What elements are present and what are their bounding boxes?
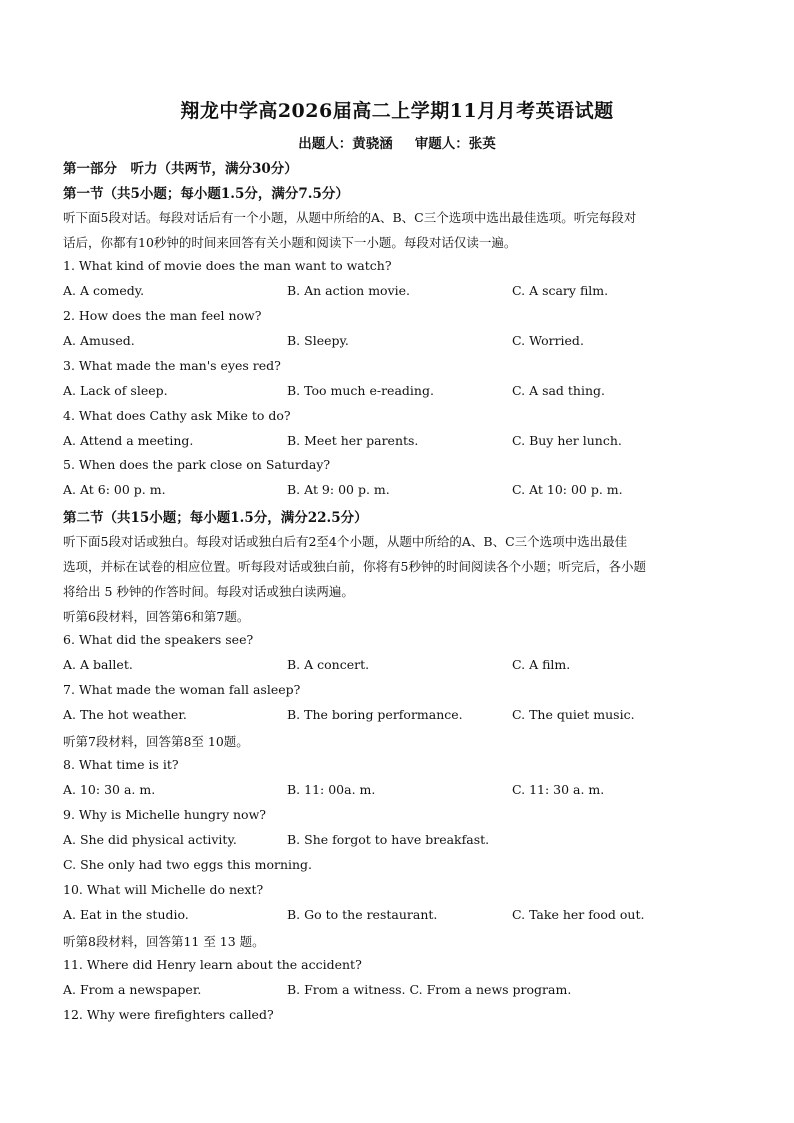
material-label: 听第7段材料，回答第8至 10题。 <box>63 734 249 749</box>
option-a: A. Amused. <box>63 333 135 348</box>
exam-title: 翔龙中学高2026届高二上学期11月月考英语试题 <box>180 100 614 122</box>
option-c: C. 11: 30 a. m. <box>512 782 605 797</box>
option-b: B. 11: 00a. m. <box>287 782 376 797</box>
question-text: 4. What does Cathy ask Mike to do? <box>63 408 291 423</box>
section2-heading: 第二节（共15小题；每小题1.5分，满分22.5分） <box>63 510 368 526</box>
option-a: A. Lack of sleep. <box>63 383 168 398</box>
option-b: B. Too much e-reading. <box>287 383 434 398</box>
question-text: 11. Where did Henry learn about the accident? <box>63 957 362 972</box>
option-c: C. At 10: 00 p. m. <box>512 482 623 497</box>
option-c: C. A sad thing. <box>512 383 606 398</box>
setter-name: 出题人：黄骁涵 <box>298 136 393 152</box>
material-label: 听第8段材料，回答第11 至 13 题。 <box>63 934 265 949</box>
question-text: 10. What will Michelle do next? <box>63 882 264 897</box>
question-text: 5. When does the park close on Saturday? <box>63 457 331 472</box>
question-text: 3. What made the man's eyes red? <box>63 358 281 373</box>
option-a: A. A comedy. <box>63 283 145 298</box>
section2-instruction-line: 将给出 5 秒钟的作答时间。每段对话或独白读两遍。 <box>63 584 354 599</box>
option-c: C. Take her food out. <box>512 907 645 922</box>
author-line <box>0 132 794 152</box>
option-c: C. A film. <box>512 657 571 672</box>
option-c: C. The quiet music. <box>512 707 635 722</box>
option-a: A. The hot weather. <box>63 707 187 722</box>
option-a: A. A ballet. <box>63 657 133 672</box>
question-text: 6. What did the speakers see? <box>63 632 254 647</box>
section1-instruction-line: 话后，你都有10秒钟的时间来回答有关小题和阅读下一小题。每段对话仅读一遍。 <box>63 235 517 250</box>
section2-instruction-line: 选项，并标在试卷的相应位置。听每段对话或独白前，你将有5秒钟的时间阅读各个小题；听完后，各小题 <box>63 559 646 574</box>
option-b: B. An action movie. <box>287 283 411 298</box>
option-b: B. Meet her parents. <box>287 433 419 448</box>
section1-heading: 第一节（共5小题；每小题1.5分，满分7.5分） <box>63 186 349 202</box>
reviewer-name: 审题人：张英 <box>414 136 496 152</box>
option-a: A. Attend a meeting. <box>63 433 194 448</box>
option-a: A. Eat in the studio. <box>63 907 189 922</box>
question-text: 9. Why is Michelle hungry now? <box>63 807 266 822</box>
question-text: 1. What kind of movie does the man want to watch? <box>63 258 392 273</box>
option-b: B. She forgot to have breakfast. <box>287 832 490 847</box>
option-a: A. At 6: 00 p. m. <box>63 482 166 497</box>
option-b: B. A concert. <box>287 657 370 672</box>
question-text: 2. How does the man feel now? <box>63 308 262 323</box>
option-c: C. She only had two eggs this morning. <box>63 857 313 872</box>
question-text: 8. What time is it? <box>63 757 179 772</box>
question-text: 7. What made the woman fall asleep? <box>63 682 301 697</box>
option-c: C. Buy her lunch. <box>512 433 622 448</box>
option-a: A. She did physical activity. <box>63 832 237 847</box>
section2-instruction-line: 听下面5段对话或独白。每段对话或独白后有2至4个小题，从题中所给的A、B、C三个选项中选出最佳 <box>63 534 628 549</box>
option-b: B. At 9: 00 p. m. <box>287 482 390 497</box>
option-b-and-c: B. From a witness. C. From a news program. <box>287 982 572 997</box>
option-b: B. The boring performance. <box>287 707 463 722</box>
option-b: B. Sleepy. <box>287 333 349 348</box>
part1-heading: 第一部分 听力（共两节，满分30分） <box>63 161 298 177</box>
material-label: 听第6段材料，回答第6和第7题。 <box>63 609 250 624</box>
question-text: 12. Why were firefighters called? <box>63 1007 274 1022</box>
option-c: C. A scary film. <box>512 283 609 298</box>
section1-instruction-line: 听下面5段对话。每段对话后有一个小题，从题中所给的A、B、C三个选项中选出最佳选项。听完每段对 <box>63 210 637 225</box>
option-a: A. From a newspaper. <box>63 982 202 997</box>
option-b: B. Go to the restaurant. <box>287 907 438 922</box>
option-a: A. 10: 30 a. m. <box>63 782 156 797</box>
option-c: C. Worried. <box>512 333 584 348</box>
